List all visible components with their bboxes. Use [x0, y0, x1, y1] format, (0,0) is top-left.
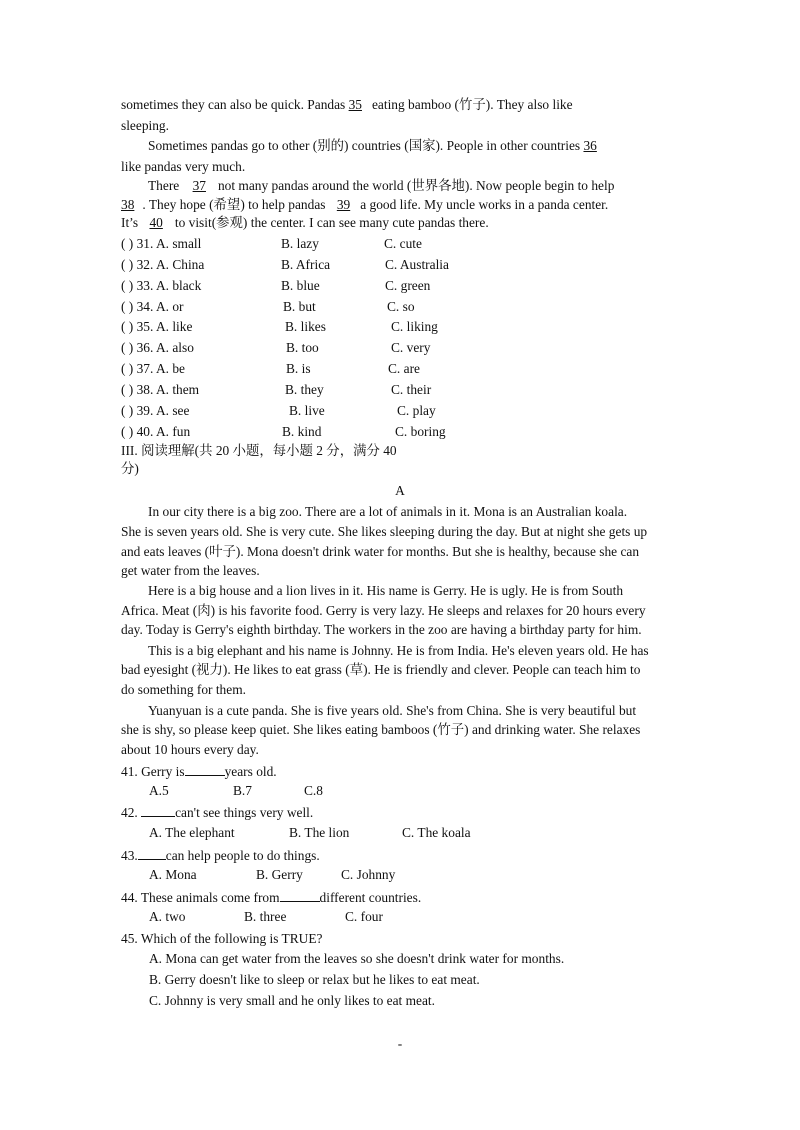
answer-blank: [141, 803, 175, 817]
q45-option-a: A. Mona can get water from the leaves so she doesn't drink water for months.: [149, 951, 565, 966]
question-text: can help people to do things.: [165, 848, 320, 863]
question-text: 43.: [121, 848, 138, 863]
section-heading-cont: 分): [121, 461, 139, 476]
choice-31-b: B. lazy: [281, 236, 319, 251]
page-footer-mark: -: [397, 1036, 403, 1051]
choice-33-a: ( ) 33. A. black: [121, 278, 202, 293]
blank-36: 36: [583, 138, 597, 153]
q43-option-a: A. Mona: [149, 867, 197, 882]
passage-line: do something for them.: [121, 682, 246, 697]
question-text: 41. Gerry is: [121, 764, 185, 779]
question-text: 42.: [121, 805, 142, 820]
blank-39: 39: [336, 197, 351, 212]
question-text: 44. These animals come from: [121, 890, 280, 905]
passage-label: A: [395, 483, 405, 498]
passage-line: get water from the leaves.: [121, 563, 260, 578]
choice-39-c: C. play: [397, 403, 436, 418]
q42-option-b: B. The lion: [289, 825, 350, 840]
passage-line: about 10 hours every day.: [121, 742, 259, 757]
q41-option-b: B.7: [233, 783, 252, 798]
blank-35: 35: [348, 97, 362, 112]
cloze-line-2: sleeping.: [121, 118, 169, 133]
choice-39-a: ( ) 39. A. see: [121, 403, 190, 418]
choice-37-c: C. are: [388, 361, 420, 376]
choice-31-c: C. cute: [384, 236, 422, 251]
cloze-text: eating bamboo (竹子). They also like: [371, 97, 573, 112]
blank-38: 38: [121, 197, 135, 212]
question-text: different countries.: [319, 890, 422, 905]
answer-blank: [280, 888, 320, 902]
choice-36-c: C. very: [391, 340, 431, 355]
choice-38-b: B. they: [285, 382, 324, 397]
passage-line: day. Today is Gerry's eighth birthday. The workers in the zoo are having a birthday party for him.: [121, 622, 642, 637]
choice-40-c: C. boring: [395, 424, 446, 439]
q42-option-c: C. The koala: [402, 825, 471, 840]
choice-37-b: B. is: [286, 361, 311, 376]
question-42: [121, 803, 313, 821]
passage-line: Yuanyuan is a cute panda. She is five years old. She's from China. She is very beautiful but: [148, 703, 637, 718]
passage-line: She is seven years old. She is very cute. She likes sleeping during the day. But at night she gets up: [121, 524, 648, 539]
choice-35-b: B. likes: [285, 319, 326, 334]
cloze-text: Sometimes pandas go to other (别的) countries (国家). People in other countries: [148, 138, 584, 153]
cloze-line-5: [148, 177, 614, 194]
choice-32-a: ( ) 32. A. China: [121, 257, 205, 272]
section-heading: III. 阅读理解(共 20 小题，每小题 2 分，满分 40: [121, 443, 397, 458]
choice-36-a: ( ) 36. A. also: [121, 340, 194, 355]
q44-option-b: B. three: [244, 909, 287, 924]
passage-line: This is a big elephant and his name is Johnny. He is from India. He's eleven years old. He has: [148, 643, 649, 658]
cloze-text: . They hope (希望) to help pandas: [142, 197, 329, 212]
q44-option-c: C. four: [345, 909, 383, 924]
question-41: [121, 762, 277, 780]
cloze-line-6: [121, 196, 608, 213]
choice-37-a: ( ) 37. A. be: [121, 361, 185, 376]
answer-blank: [138, 846, 166, 860]
passage-line: Here is a big house and a lion lives in it. His name is Gerry. He is ugly. He is from South: [148, 583, 624, 598]
choice-40-b: B. kind: [282, 424, 322, 439]
choice-33-b: B. blue: [281, 278, 320, 293]
question-43: [121, 846, 320, 864]
question-44: [121, 888, 421, 906]
q45-option-c: C. Johnny is very small and he only likes to eat meat.: [149, 993, 435, 1008]
passage-line: she is shy, so please keep quiet. She likes eating bamboos (竹子) and drinking water. She relaxes: [121, 722, 641, 737]
cloze-line-1: [121, 96, 573, 113]
choice-36-b: B. too: [286, 340, 319, 355]
passage-line: Africa. Meat (肉) is his favorite food. Gerry is very lazy. He sleeps and relaxes for 20 hours every: [121, 603, 646, 618]
choice-39-b: B. live: [289, 403, 325, 418]
choice-32-c: C. Australia: [385, 257, 449, 272]
question-45: 45. Which of the following is TRUE?: [121, 931, 323, 946]
q42-option-a: A. The elephant: [149, 825, 235, 840]
blank-40: 40: [149, 215, 163, 230]
answer-blank: [185, 762, 225, 776]
cloze-text: to visit(参观) the center. I can see many cute pandas there.: [174, 215, 489, 230]
cloze-line-4: like pandas very much.: [121, 159, 246, 174]
choice-33-c: C. green: [385, 278, 431, 293]
choice-32-b: B. Africa: [281, 257, 331, 272]
choice-38-a: ( ) 38. A. them: [121, 382, 200, 397]
cloze-text: It’s: [121, 215, 142, 230]
cloze-line-3: [148, 137, 613, 154]
q41-option-c: C.8: [304, 783, 323, 798]
choice-38-c: C. their: [391, 382, 432, 397]
cloze-text: sometimes they can also be quick. Pandas: [121, 97, 349, 112]
q43-option-b: B. Gerry: [256, 867, 303, 882]
q41-option-a: A.5: [149, 783, 169, 798]
cloze-text: There: [148, 178, 183, 193]
choice-35-c: C. liking: [391, 319, 438, 334]
choice-34-c: C. so: [387, 299, 415, 314]
q44-option-a: A. two: [149, 909, 186, 924]
passage-line: and eats leaves (叶子). Mona doesn't drink water for months. But she is healthy, because she can: [121, 544, 640, 559]
blank-37: 37: [192, 178, 206, 193]
cloze-text: not many pandas around the world (世界各地). Now people begin to help: [217, 178, 615, 193]
cloze-line-7: [121, 214, 489, 231]
choice-31-a: ( ) 31. A. small: [121, 236, 202, 251]
choice-34-a: ( ) 34. A. or: [121, 299, 184, 314]
choice-34-b: B. but: [283, 299, 316, 314]
passage-line: In our city there is a big zoo. There are a lot of animals in it. Mona is an Australian koala.: [148, 504, 628, 519]
passage-line: bad eyesight (视力). He likes to eat grass (草). He is friendly and clever. People can teach him to: [121, 662, 641, 677]
q43-option-c: C. Johnny: [341, 867, 396, 882]
choice-40-a: ( ) 40. A. fun: [121, 424, 191, 439]
choice-35-a: ( ) 35. A. like: [121, 319, 193, 334]
question-text: can't see things very well.: [175, 805, 314, 820]
q45-option-b: B. Gerry doesn't like to sleep or relax but he likes to eat meat.: [149, 972, 480, 987]
question-text: years old.: [224, 764, 277, 779]
cloze-text: a good life. My uncle works in a panda center.: [360, 197, 609, 212]
